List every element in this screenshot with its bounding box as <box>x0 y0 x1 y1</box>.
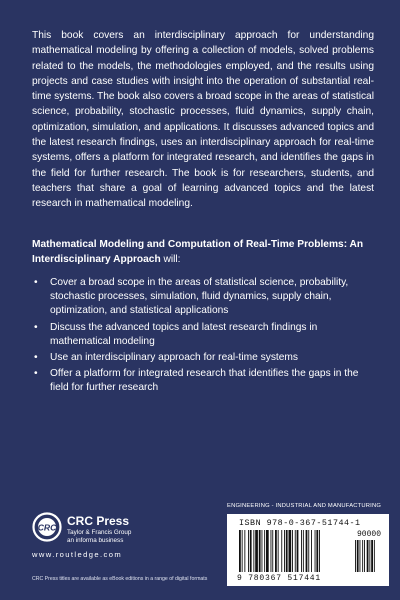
svg-text:CRC: CRC <box>37 522 57 533</box>
price-code: 90000 <box>356 530 381 539</box>
isbn-barcode <box>227 514 389 586</box>
cover-footer <box>0 500 400 600</box>
publisher-url-link[interactable]: www.routledge.com <box>32 550 123 559</box>
isbn-text <box>239 518 385 528</box>
bullet-icon: • <box>34 352 38 364</box>
list-item <box>32 321 374 349</box>
feature-list <box>32 276 374 398</box>
publisher-line-2: an informa business <box>67 536 124 544</box>
ebook-note: CRC Press titles are available as eBook editions in a range of digital formats <box>32 576 208 582</box>
barcode-digits: 9 780367 517441 <box>237 574 322 583</box>
feature-heading-suffix: will: <box>160 254 181 266</box>
list-item-text: Offer a platform for integrated research that identifies the gaps in the field for further research <box>50 368 359 394</box>
bullet-icon: • <box>34 368 38 380</box>
subject-category: ENGINEERING - INDUSTRIAL AND MANUFACTURING <box>227 503 382 509</box>
book-description: This book covers an interdisciplinary approach for understanding mathematical modeling by offering a collection of models, solved problems related to the models, the methodologies employed, and the results using projects and case studies with insight into the operation of substantial real-time systems. The book also covers a broad scope in the areas of statistical science, probability, stochastic processes, fluid dynamics, supply chain, optimization, simulation, and applications. It discusses advanced topics and the latest research findings, uses an interdisciplinary approach for real-time systems, offers a platform for integrated research, and identifies the gaps in the field for further research. The book is for researchers, students, and teachers that share a goal of learning advanced topics and the latest research in mathematical modeling. <box>32 30 374 210</box>
crc-press-logo-icon <box>32 512 62 542</box>
feature-heading <box>32 237 374 268</box>
list-item <box>32 351 374 365</box>
isbn-number: ISBN 978-0-367-51744-1 <box>239 518 361 528</box>
publisher-name: CRC Press <box>67 514 130 528</box>
list-item <box>32 367 374 395</box>
bullet-icon: • <box>34 277 38 288</box>
list-item-text: Use an interdisciplinary approach for real-time systems <box>50 352 298 364</box>
list-item-text: Discuss the advanced topics and latest research findings in mathematical modeling <box>50 321 318 347</box>
list-item <box>32 276 374 319</box>
publisher-group <box>67 529 131 544</box>
list-item-text: Cover a broad scope in the areas of statistical science, probability, stochastic processes, simulation, fluid dynamics, supply chain, optimization, and statistical applications <box>50 277 349 317</box>
bullet-icon: • <box>34 321 38 333</box>
book-title: Mathematical Modeling and Computation of Real-Time Problems: An Interdisciplinary Approach <box>32 239 364 266</box>
publisher-line-1: Taylor & Francis Group <box>67 529 132 536</box>
